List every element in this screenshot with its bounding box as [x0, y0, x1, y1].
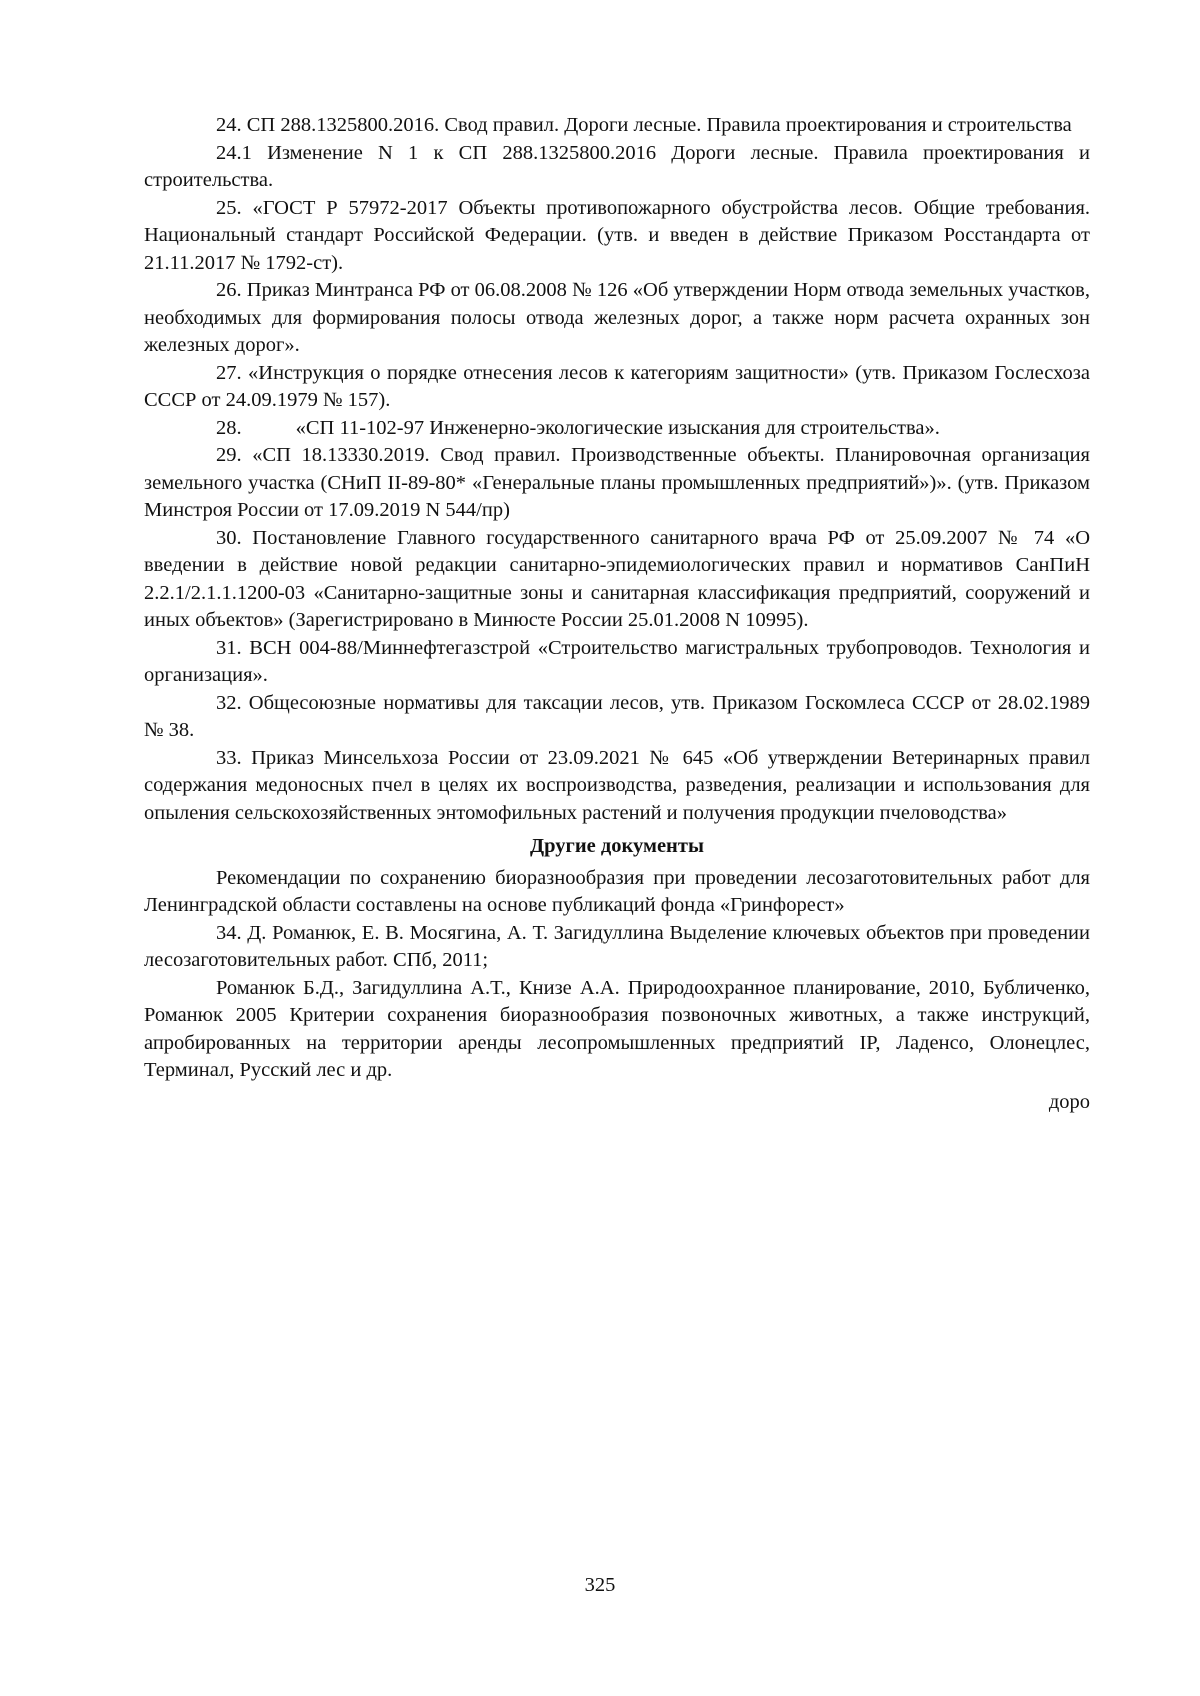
reference-24: 24. СП 288.1325800.2016. Свод правил. Дороги лесные. Правила проектирования и строительства — [216, 114, 1072, 136]
reference-29: 29. «СП 18.13330.2019. Свод правил. Производственные объекты. Планировочная организация земельного участка (СНиП II-89-80* «Генеральные планы промышленных предприятий»)». (утв. Приказом Минстроя России от 17.09.2019 N 544/пр) — [144, 444, 1090, 521]
trailing-fragment: доро — [1048, 1090, 1090, 1113]
reference-33: 33. Приказ Минсельхоза России от 23.09.2021 № 645 «Об утверждении Ветеринарных правил содержания медоносных пчел в целях их воспроизводства, разведения, реализации и использования для опыления сельскохозяйственных энтомофильных растений и получения продукции пчеловодства» — [144, 746, 1090, 824]
reference-30: 30. Постановление Главного государственного санитарного врача РФ от 25.09.2007 № 74 «О введении в действие новой редакции санитарно-эпидемиологических правил и нормативов СанПиН 2.2.1/2.1.1.1200-03 «Санитарно-защитные зоны и санитарная классификация предприятий, сооружений и иных объектов» (Зарегистрировано в Минюсте России 25.01.2008 N 10995). — [144, 526, 1090, 631]
reference-28-text: «СП 11-102-97 Инженерно-экологические изыскания для строительства». — [295, 416, 940, 439]
reference-32: 32. Общесоюзные нормативы для таксации лесов, утв. Приказом Госкомлеса СССР от 28.02.1989 № 38. — [144, 691, 1090, 741]
section-heading-other-documents: Другие документы — [530, 835, 704, 857]
reference-31: 31. ВСН 004-88/Миннефтегазстрой «Строительство магистральных трубопроводов. Технология и организация». — [144, 636, 1090, 686]
reference-24-1: 24.1 Изменение N 1 к СП 288.1325800.2016 Дороги лесные. Правила проектирования и строительства. — [144, 141, 1090, 191]
reference-26: 26. Приказ Минтранса РФ от 06.08.2008 № 126 «Об утверждении Норм отвода земельных участков, необходимых для формирования полосы отвода железных дорог, а также норм расчета охранных зон железных дорог». — [144, 279, 1090, 356]
other-documents-intro: Рекомендации по сохранению биоразнообразия при проведении лесозаготовительных работ для Ленинградской области составлены на основе публикаций фонда «Гринфорест» — [144, 866, 1090, 916]
document-page — [144, 112, 1090, 1116]
page-number: 325 — [584, 1574, 616, 1596]
reference-28 — [144, 415, 1090, 443]
other-documents-sources: Романюк Б.Д., Загидуллина А.Т., Книзе А.А. Природоохранное планирование, 2010, Бубличенко, Романюк 2005 Критерии сохранения биоразнообразия позвоночных животных, а также инструкций, апробированных на территории аренды лесопромышленных предприятий IP, Ладенсо, Олонецлес, Терминал, Русский лес и др. — [144, 976, 1090, 1081]
reference-25: 25. «ГОСТ Р 57972-2017 Объекты противопожарного обустройства лесов. Общие требования. Национальный стандарт Российской Федерации. (утв. и введен в действие Приказом Росстандарта от 21.11.2017 № 1792-ст). — [144, 196, 1090, 274]
reference-27: 27. «Инструкция о порядке отнесения лесов к категориям защитности» (утв. Приказом Гослесхоза СССР от 24.09.1979 № 157). — [144, 361, 1090, 411]
reference-28-number: 28. — [216, 416, 242, 439]
reference-34: 34. Д. Романюк, Е. В. Мосягина, А. Т. Загидуллина Выделение ключевых объектов при проведении лесозаготовительных работ. СПб, 2011; — [144, 921, 1090, 971]
